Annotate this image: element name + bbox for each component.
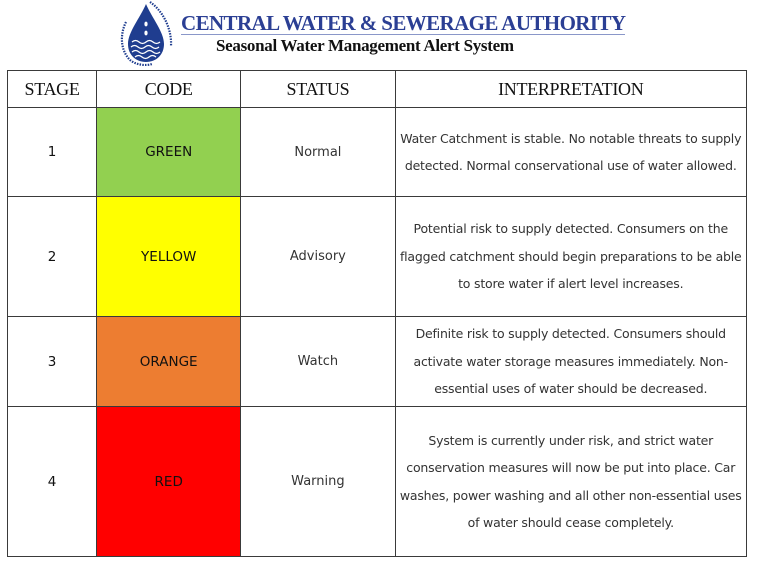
code-cell-orange: ORANGE <box>97 317 241 407</box>
column-header-status: STATUS <box>241 71 395 108</box>
code-cell-yellow: YELLOW <box>97 197 241 317</box>
stage-cell: 4 <box>8 407 97 557</box>
page-header <box>0 0 768 70</box>
status-cell: Advisory <box>241 197 395 317</box>
page-subtitle: Seasonal Water Management Alert System <box>216 36 514 55</box>
alert-stage-table <box>7 70 747 557</box>
table-header-row <box>8 71 747 108</box>
table-row <box>8 197 747 317</box>
interpretation-cell: Potential risk to supply detected. Consumers on the flagged catchment should begin preparations to be able to store water if alert level increases. <box>395 197 747 317</box>
code-cell-green: GREEN <box>97 108 241 197</box>
stage-cell: 3 <box>8 317 97 407</box>
column-header-code: CODE <box>97 71 241 108</box>
status-cell: Warning <box>241 407 395 557</box>
interpretation-cell: Definite risk to supply detected. Consumers should activate water storage measures immediately. Non-essential uses of water should be decreased. <box>395 317 747 407</box>
stage-cell: 2 <box>8 197 97 317</box>
water-drop-logo-icon <box>116 0 176 66</box>
status-cell: Watch <box>241 317 395 407</box>
table-row <box>8 108 747 197</box>
table-row <box>8 317 747 407</box>
status-cell: Normal <box>241 108 395 197</box>
column-header-stage: STAGE <box>8 71 97 108</box>
interpretation-cell: System is currently under risk, and strict water conservation measures will now be put into place. Car washes, power washing and all other non-essential uses of water should cease completely. <box>395 407 747 557</box>
stage-cell: 1 <box>8 108 97 197</box>
interpretation-cell: Water Catchment is stable. No notable threats to supply detected. Normal conservational use of water allowed. <box>395 108 747 197</box>
code-cell-red: RED <box>97 407 241 557</box>
table-row <box>8 407 747 557</box>
page-title: CENTRAL WATER & SEWERAGE AUTHORITY <box>181 11 626 35</box>
column-header-interpretation: INTERPRETATION <box>395 71 747 108</box>
